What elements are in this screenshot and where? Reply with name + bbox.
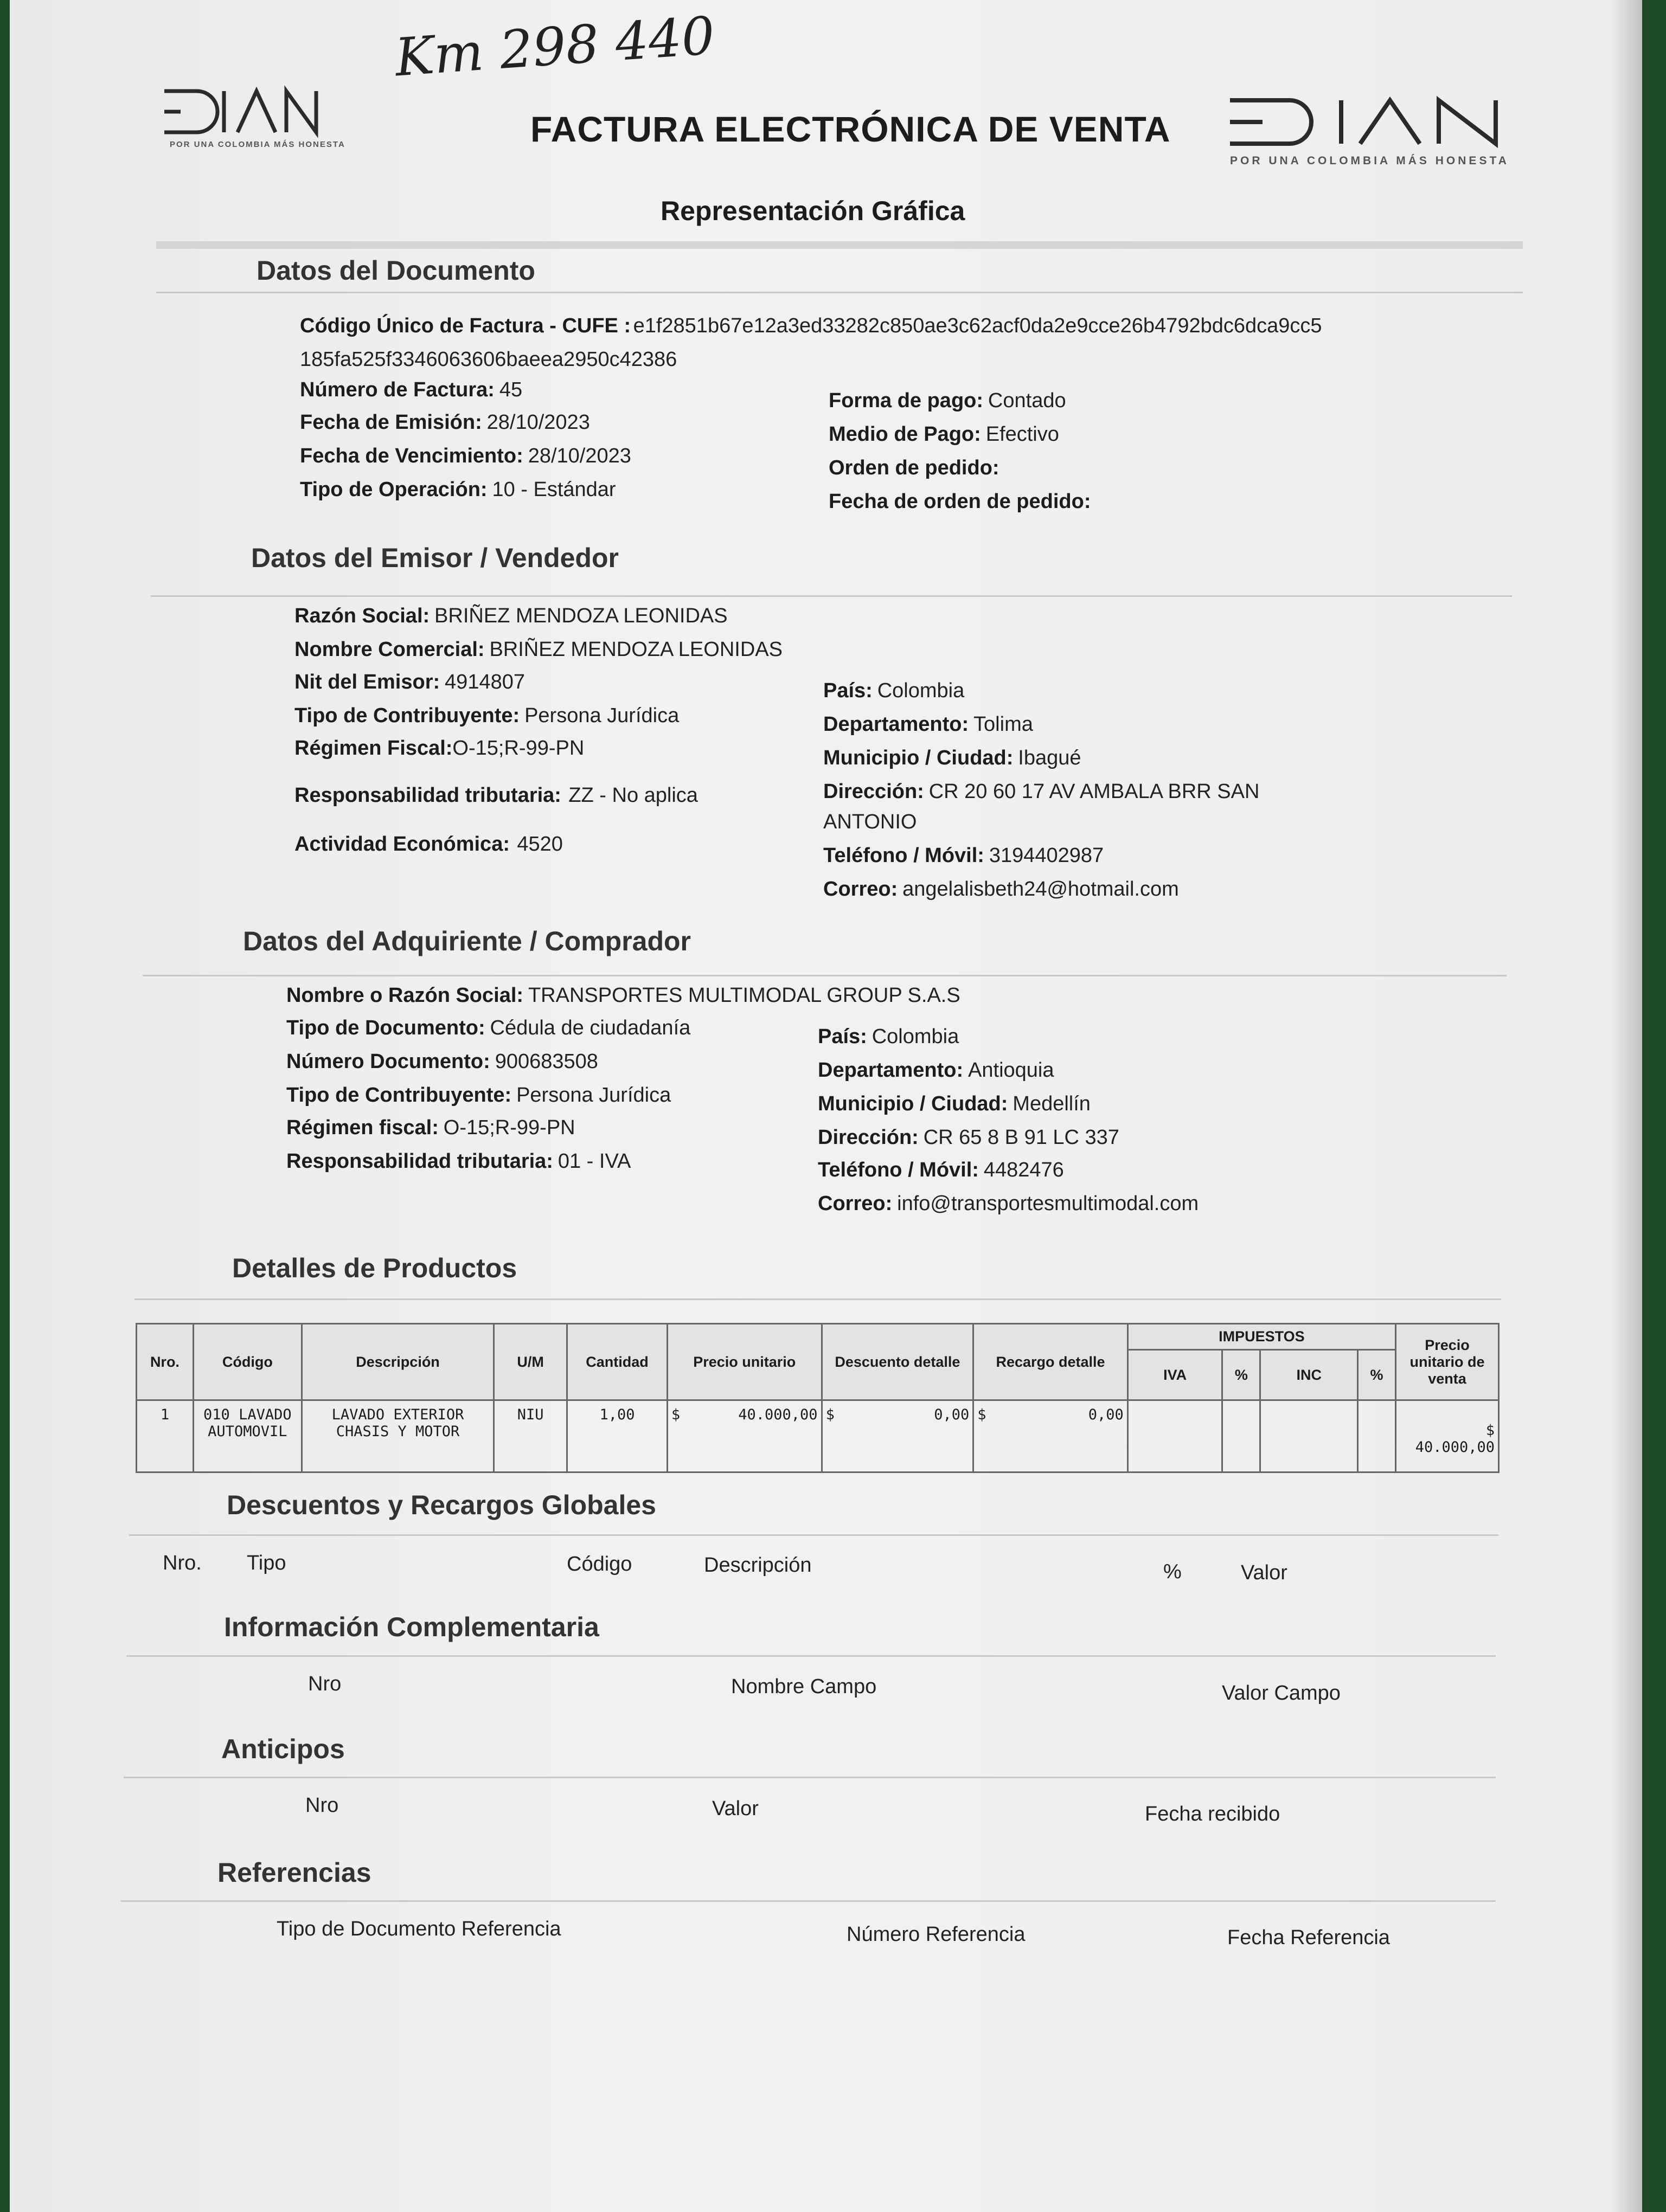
field-numero-factura — [300, 378, 522, 402]
col-inc: INC — [1260, 1350, 1358, 1400]
contribuyente-value: Persona Jurídica — [524, 704, 680, 727]
tipo-doc-value: Cédula de ciudadanía — [490, 1017, 691, 1039]
field-regimen-fiscal — [294, 737, 584, 760]
products-table — [136, 1323, 1500, 1473]
cell-descripcion — [302, 1400, 494, 1472]
vencimiento-label: Fecha de Vencimiento: — [300, 445, 523, 467]
section-rule — [121, 1900, 1496, 1902]
nit-value: 4914807 — [445, 671, 525, 693]
cell-desc-2: CHASIS Y MOTOR — [336, 1423, 460, 1440]
pais-label: País: — [823, 679, 873, 702]
field-correo — [818, 1192, 1199, 1216]
cufe-label: Código Único de Factura - CUFE : — [300, 314, 631, 337]
cell-precio-venta: $ 40.000,00 — [1395, 1400, 1498, 1472]
cell-inc-pct — [1358, 1400, 1396, 1472]
field-tipo-contribuyente — [286, 1084, 671, 1107]
operacion-label: Tipo de Operación: — [300, 478, 488, 501]
vencimiento-value: 28/10/2023 — [528, 445, 631, 467]
forma-value: Contado — [988, 389, 1066, 412]
col-cantidad: Cantidad — [567, 1324, 668, 1400]
telefono-value: 3194402987 — [989, 844, 1104, 867]
numero-value: 45 — [499, 378, 523, 401]
dian-logo-left-mark — [159, 81, 327, 141]
complementaria-nro: Nro — [308, 1673, 342, 1695]
medio-label: Medio de Pago: — [829, 423, 981, 446]
col-codigo: Código — [193, 1324, 302, 1400]
pais-label: País: — [818, 1025, 867, 1048]
direccion-label: Dirección: — [818, 1126, 919, 1149]
numero-label: Número de Factura: — [300, 378, 495, 401]
dian-tagline-left: POR UNA COLOMBIA MÁS HONESTA — [170, 140, 345, 149]
field-telefono — [818, 1159, 1064, 1182]
section-rule — [143, 975, 1507, 976]
col-descripcion: Descripción — [302, 1324, 494, 1400]
cell-iva — [1127, 1400, 1222, 1472]
col-um: U/M — [494, 1324, 567, 1400]
page-shadow — [1610, 0, 1642, 2212]
section-rule — [129, 1534, 1498, 1536]
section-band — [156, 241, 1523, 249]
globales-valor: Valor — [1241, 1561, 1287, 1584]
municipio-label: Municipio / Ciudad: — [818, 1092, 1008, 1115]
cell-cantidad: 1,00 — [567, 1400, 668, 1472]
complementaria-nombre: Nombre Campo — [731, 1675, 877, 1698]
field-municipio — [818, 1092, 1091, 1116]
field-nit-emisor — [294, 671, 525, 694]
cell-inc — [1260, 1400, 1358, 1472]
dian-logo-right-mark — [1225, 89, 1517, 149]
col-impuestos: IMPUESTOS — [1127, 1324, 1395, 1350]
cell-iva-pct — [1222, 1400, 1260, 1472]
field-direccion — [823, 780, 1259, 803]
medio-value: Efectivo — [985, 423, 1059, 446]
section-datos-emisor: Datos del Emisor / Vendedor — [251, 543, 619, 573]
globales-nro: Nro. — [163, 1552, 202, 1574]
field-fecha-vencimiento — [300, 445, 631, 468]
cell-descuento-sym: $ — [825, 1406, 835, 1423]
cell-codigo-1: 010 LAVADO — [203, 1406, 292, 1423]
field-tipo-operacion — [300, 478, 616, 501]
col-iva-pct: % — [1222, 1350, 1260, 1400]
globales-descripcion: Descripción — [704, 1554, 812, 1577]
municipio-value: Ibagué — [1018, 747, 1081, 769]
cell-descuento — [822, 1400, 973, 1472]
contribuyente-label: Tipo de Contribuyente: — [294, 704, 520, 727]
num-doc-value: 900683508 — [495, 1050, 598, 1073]
field-tipo-contribuyente — [294, 704, 679, 728]
pais-value: Colombia — [877, 679, 965, 702]
globales-pct: % — [1163, 1560, 1182, 1583]
contribuyente-value: Persona Jurídica — [516, 1084, 671, 1107]
section-rule — [151, 595, 1512, 597]
referencias-tipo: Tipo de Documento Referencia — [277, 1918, 561, 1940]
dian-logo-left — [159, 81, 345, 149]
orden-pedido-label: Orden de pedido: — [829, 456, 999, 479]
cell-desc-1: LAVADO EXTERIOR — [331, 1406, 464, 1423]
field-fecha-emision — [300, 411, 590, 434]
dian-tagline-right: POR UNA COLOMBIA MÁS HONESTA — [1230, 155, 1509, 167]
section-rule — [134, 1298, 1501, 1300]
telefono-label: Teléfono / Móvil: — [818, 1159, 979, 1181]
field-nombre-razon — [286, 984, 960, 1007]
invoice-paper — [10, 0, 1642, 2212]
globales-codigo: Código — [567, 1553, 632, 1576]
col-inc-pct: % — [1358, 1350, 1396, 1400]
col-precio-venta: Precio unitario de venta — [1395, 1324, 1498, 1400]
direccion-value-2: ANTONIO — [823, 811, 917, 833]
section-rule — [126, 1655, 1496, 1657]
col-iva: IVA — [1127, 1350, 1222, 1400]
section-anticipos: Anticipos — [221, 1734, 345, 1764]
actividad-value: 4520 — [517, 833, 563, 856]
direccion-value: CR 65 8 B 91 LC 337 — [923, 1126, 1119, 1149]
section-referencias: Referencias — [217, 1857, 371, 1888]
comercial-label: Nombre Comercial: — [294, 638, 485, 661]
field-responsabilidad — [286, 1150, 631, 1173]
section-datos-documento: Datos del Documento — [257, 255, 535, 286]
col-descuento: Descuento detalle — [822, 1324, 973, 1400]
field-direccion — [818, 1126, 1119, 1149]
field-departamento — [823, 713, 1033, 736]
complementaria-valor: Valor Campo — [1222, 1682, 1341, 1705]
field-responsabilidad — [294, 784, 698, 807]
depto-value: Antioquia — [968, 1059, 1054, 1082]
field-actividad — [294, 833, 563, 856]
regimen-label: Régimen Fiscal: — [294, 737, 453, 760]
fecha-orden-label: Fecha de orden de pedido: — [829, 490, 1091, 513]
field-numero-documento — [286, 1050, 598, 1073]
municipio-label: Municipio / Ciudad: — [823, 747, 1014, 769]
section-rule — [156, 292, 1523, 293]
cell-codigo-2: AUTOMOVIL — [208, 1423, 287, 1440]
field-correo — [823, 878, 1179, 901]
comercial-value: BRIÑEZ MENDOZA LEONIDAS — [489, 638, 783, 661]
globales-tipo: Tipo — [247, 1552, 286, 1574]
regimen-value: O-15;R-99-PN — [443, 1116, 575, 1139]
field-nombre-comercial — [294, 638, 783, 661]
anticipos-fecha: Fecha recibido — [1145, 1803, 1280, 1825]
razon-value: BRIÑEZ MENDOZA LEONIDAS — [434, 605, 728, 627]
cell-precio-value: 40.000,00 — [738, 1406, 818, 1423]
field-pais — [818, 1025, 959, 1049]
direccion-label: Dirección: — [823, 780, 924, 803]
depto-label: Departamento: — [818, 1059, 964, 1082]
cell-descuento-value: 0,00 — [934, 1406, 970, 1423]
field-forma-pago — [829, 389, 1066, 413]
cufe-value-1: e1f2851b67e12a3ed33282c850ae3c62acf0da2e9cce26b4792bdc6dca9cc5 — [633, 314, 1322, 337]
field-telefono — [823, 844, 1104, 867]
nombre-value: TRANSPORTES MULTIMODAL GROUP S.A.S — [528, 984, 960, 1007]
anticipos-valor: Valor — [712, 1797, 759, 1820]
col-precio-unitario: Precio unitario — [667, 1324, 822, 1400]
pais-value: Colombia — [872, 1025, 959, 1048]
cell-nro: 1 — [137, 1400, 194, 1472]
cell-precio — [667, 1400, 822, 1472]
table-header-row-1 — [137, 1324, 1499, 1350]
razon-label: Razón Social: — [294, 605, 430, 627]
cell-precio-sym: $ — [671, 1406, 681, 1423]
num-doc-label: Número Documento: — [286, 1050, 490, 1073]
correo-value: info@transportesmultimodal.com — [897, 1192, 1199, 1215]
field-municipio — [823, 747, 1081, 770]
cell-um: NIU — [494, 1400, 567, 1472]
operacion-value: 10 - Estándar — [492, 478, 616, 501]
nombre-label: Nombre o Razón Social: — [286, 984, 524, 1007]
correo-label: Correo: — [818, 1192, 893, 1215]
col-recargo: Recargo detalle — [973, 1324, 1128, 1400]
regimen-value: O-15;R-99-PN — [452, 737, 585, 760]
cell-recargo-sym: $ — [977, 1406, 986, 1423]
field-pais — [823, 679, 964, 703]
cell-codigo — [193, 1400, 302, 1472]
depto-label: Departamento: — [823, 713, 969, 736]
responsabilidad-label: Responsabilidad tributaria: — [286, 1150, 553, 1173]
document-title: FACTURA ELECTRÓNICA DE VENTA — [530, 109, 1171, 149]
section-detalles-productos: Detalles de Productos — [232, 1253, 517, 1283]
correo-label: Correo: — [823, 878, 898, 901]
table-row — [137, 1400, 1499, 1472]
referencias-fecha: Fecha Referencia — [1227, 1926, 1390, 1949]
section-rule — [124, 1777, 1496, 1778]
direccion-value-1: CR 20 60 17 AV AMBALA BRR SAN — [928, 780, 1260, 803]
field-tipo-documento — [286, 1017, 690, 1040]
anticipos-nro: Nro — [305, 1794, 339, 1817]
responsabilidad-label: Responsabilidad tributaria: — [294, 784, 561, 807]
section-datos-adquiriente: Datos del Adquiriente / Comprador — [243, 926, 691, 956]
telefono-value: 4482476 — [983, 1159, 1064, 1181]
field-razon-social — [294, 605, 728, 628]
municipio-value: Medellín — [1013, 1092, 1091, 1115]
cell-recargo — [973, 1400, 1128, 1472]
cell-recargo-value: 0,00 — [1088, 1406, 1124, 1423]
tipo-doc-label: Tipo de Documento: — [286, 1017, 485, 1039]
field-medio-pago — [829, 423, 1059, 446]
contribuyente-label: Tipo de Contribuyente: — [286, 1084, 512, 1107]
responsabilidad-value: ZZ - No aplica — [568, 784, 698, 807]
regimen-label: Régimen fiscal: — [286, 1116, 439, 1139]
dian-logo-right — [1225, 89, 1517, 167]
emision-value: 28/10/2023 — [486, 411, 590, 434]
emision-label: Fecha de Emisión: — [300, 411, 482, 434]
actividad-label: Actividad Económica: — [294, 833, 510, 856]
forma-label: Forma de pago: — [829, 389, 984, 412]
section-informacion-complementaria: Información Complementaria — [224, 1612, 599, 1642]
telefono-label: Teléfono / Móvil: — [823, 844, 984, 867]
referencias-numero: Número Referencia — [847, 1923, 1026, 1946]
section-descuentos-globales: Descuentos y Recargos Globales — [227, 1490, 656, 1520]
depto-value: Tolima — [973, 713, 1033, 736]
nit-label: Nit del Emisor: — [294, 671, 440, 693]
field-regimen-fiscal — [286, 1116, 575, 1140]
handwritten-note: Km 298 440 — [393, 5, 717, 88]
col-nro: Nro. — [137, 1324, 194, 1400]
cufe-value-2: 185fa525f3346063606baeea2950c42386 — [300, 348, 677, 371]
responsabilidad-value: 01 - IVA — [558, 1150, 631, 1173]
field-departamento — [818, 1059, 1054, 1082]
correo-value: angelalisbeth24@hotmail.com — [902, 878, 1179, 901]
cufe-line — [300, 314, 1322, 338]
document-subtitle: Representación Gráfica — [661, 196, 965, 226]
